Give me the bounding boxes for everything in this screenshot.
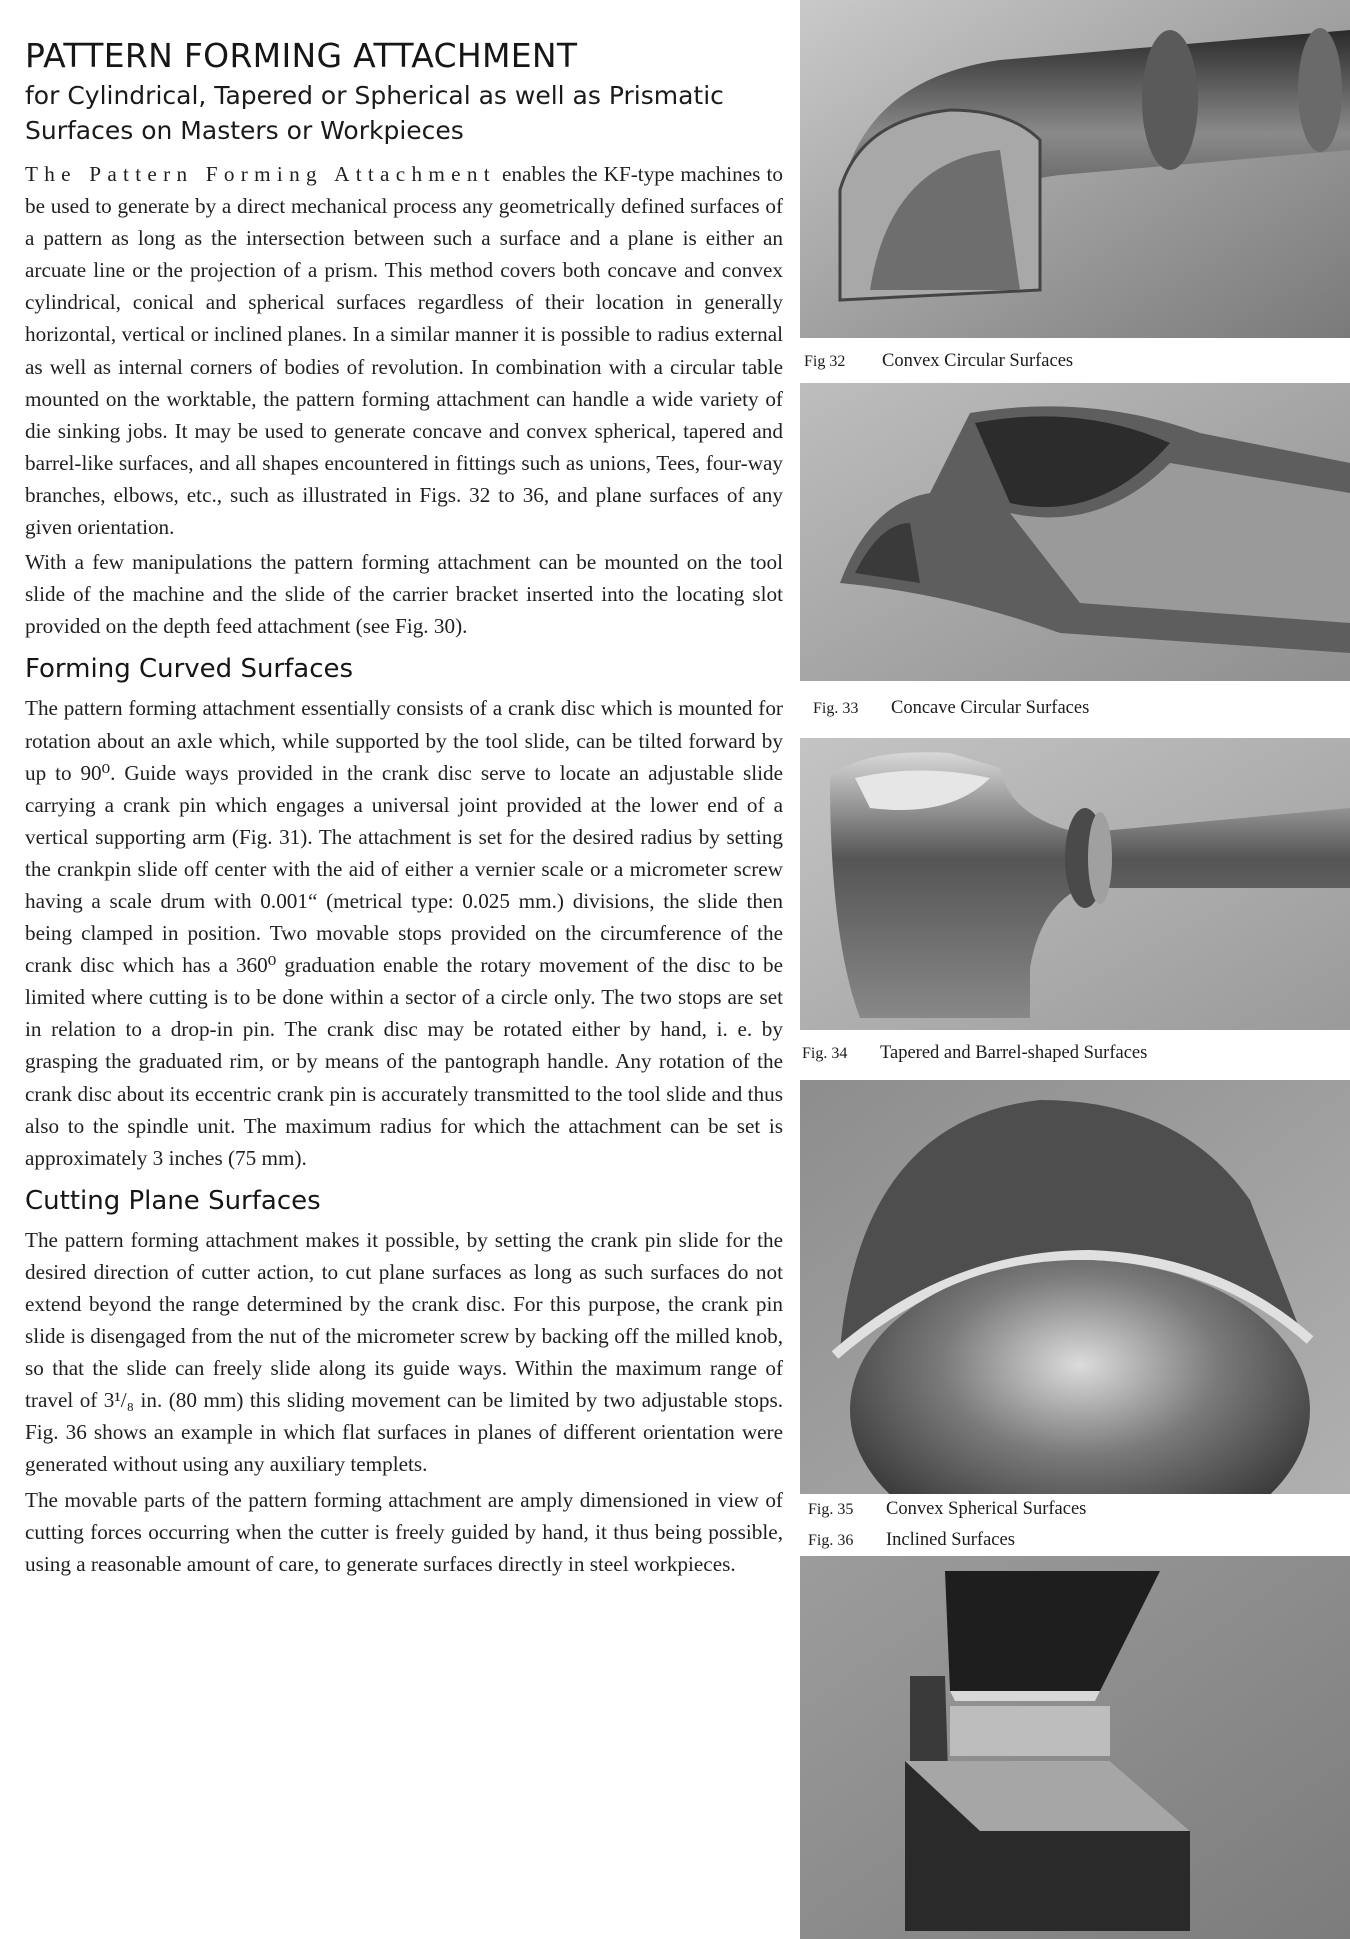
curved-paragraph: The pattern forming attachment essentially consists of a crank disc which is mounted for rotation about an axle which, while supported by the tool slide, can be tilted forward by up to 90⁰. Guide ways provided in the crank disc serve to locate an adjustable slide carrying a crank pin which engages a universal joint provided at the lower end of a vertical supporting arm (Fig. 31). The attachment is set for the desired radius by setting the crankpin slide off center with the aid of either a vernier scale or a micrometer screw having a scale drum with 0.001“ (metrical type: 0.025 mm.) divisions, the slide then being clamped in position. Two movable stops provided on the circumference of the crank disc which has a 360⁰ graduation enable the rotary movement of the disc to be limited where cutting is to be done within a sector of a circle only. The two stops are set in relation to a drop-in pin. The crank disc may be rotated either by hand, i. e. by grasping the graduated rim, or by means of the pantograph handle. Any rotation of the crank disc about its eccentric crank pin is accurately transmitted to the tool slide and thus also to the spindle unit. The maximum radius for which the attachment can be set is approximately 3 inches (75 mm). (25, 696, 783, 1170)
figure-33-photo (800, 383, 1350, 681)
text-column (25, 36, 783, 1580)
convex-circular-surfaces-image (800, 0, 1350, 338)
figure-32-photo (800, 0, 1350, 338)
plane-paragraph-1: The pattern forming attachment makes it possible, by setting the crank pin slide for the desired direction of cutter action, to cut plane surfaces as long as such surfaces do not extend beyond the range determined by the crank disc. For this purpose, the crank pin slide is disengaged from the nut of the micrometer screw by backing off the milled knob, so that the slide can freely slide along its guide ways. Within the maximum range of travel of 3¹/₈ in. (80 mm) this sliding movement can be limited by two adjustable stops. Fig. 36 shows an example in which flat surfaces in planes of different orientation were generated without using any auxiliary templets. (25, 1227, 783, 1477)
figure-35-caption: Fig. 35 Convex Spherical Surfaces (808, 1499, 1087, 1519)
figure-column (800, 0, 1350, 1939)
mounting-paragraph: With a few manipulations the pattern forming attachment can be mounted on the tool slide of the machine and the slide of the carrier bracket inserted into the locating slot provided on the depth feed attachment (see Fig. 30). (25, 550, 783, 639)
convex-spherical-surfaces-image (800, 1080, 1350, 1494)
figure-34-caption: Fig. 34 Tapered and Barrel-shaped Surfaces (802, 1043, 1148, 1063)
figure-36-photo (800, 1556, 1350, 1939)
page-title: PATTERN FORMING ATTACHMENT (25, 36, 578, 75)
section-heading-curved: Forming Curved Surfaces (25, 654, 354, 685)
intro-paragraph (25, 158, 783, 543)
figure-35-photo (800, 1080, 1350, 1494)
intro-lead: The Pattern Forming Attachment (25, 162, 496, 186)
figure-34-photo (800, 738, 1350, 1030)
concave-circular-surfaces-image (800, 383, 1350, 681)
figure-33-caption: Fig. 33 Concave Circular Surfaces (813, 698, 1090, 718)
tapered-barrel-surfaces-image (800, 738, 1350, 1030)
figure-36-caption: Fig. 36 Inclined Surfaces (808, 1530, 1015, 1550)
inclined-surfaces-image (800, 1556, 1350, 1939)
page-subtitle: for Cylindrical, Tapered or Spherical as well as Prismatic Surfaces on Masters or Workpieces (25, 81, 724, 145)
figure-32-caption: Fig 32 Convex Circular Surfaces (804, 351, 1074, 371)
plane-paragraph-2: The movable parts of the pattern forming attachment are amply dimensioned in view of cutting forces occurring when the cutter is freely guided by hand, it thus being possible, using a reasonable amount of care, to generate surfaces directly in steel workpieces. (25, 1487, 783, 1576)
section-heading-plane: Cutting Plane Surfaces (25, 1185, 321, 1216)
intro-text: enables the KF-type machines to be used to generate by a direct mechanical process any geometrically defined surfaces of a pattern as long as the intersection between such a surface and a plane is either an arcuate line or the projection of a prism. This method covers both concave and convex cylindrical, conical and spherical surfaces regardless of their location in generally horizontal, vertical or inclined planes. In a similar manner it is possible to radius external as well as internal corners of bodies of revolution. In combination with a circular table mounted on the worktable, the pattern forming attachment can handle a wide variety of die sinking jobs. It may be used to generate concave and convex spherical, tapered and barrel-like surfaces, and all shapes encountered in fittings such as unions, Tees, four-way branches, elbows, etc., such as illustrated in Figs. 32 to 36, and plane surfaces of any given orientation. (25, 162, 783, 540)
